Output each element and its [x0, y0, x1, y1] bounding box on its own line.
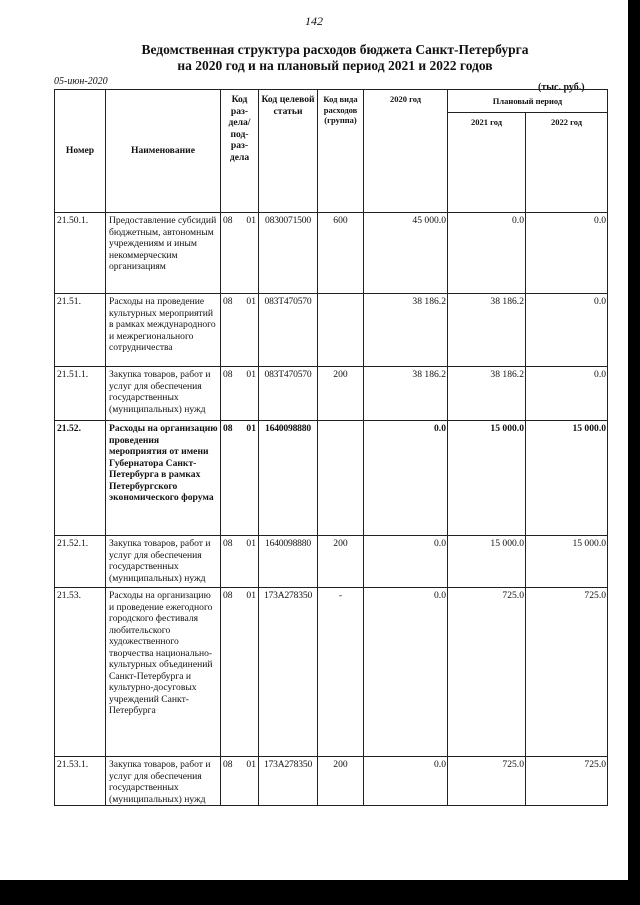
section-code: 08: [223, 590, 233, 601]
header-planned-period: Плановый период: [448, 90, 608, 113]
header-2020: 2020 год: [364, 90, 448, 213]
row-name: Закупка товаров, работ и услуг для обеспечения государственных (муниципальных) нужд: [106, 536, 221, 588]
table-row: [55, 294, 608, 367]
row-target-code: 0830071500: [259, 213, 318, 294]
budget-table: [54, 89, 608, 806]
section-code: 08: [223, 296, 233, 307]
row-target-code: 1640098880: [259, 421, 318, 536]
units-label: (тыс. руб.): [538, 82, 585, 93]
row-amount-2022: 15 000.0: [526, 421, 608, 536]
table-body: [55, 213, 608, 806]
row-number: 21.53.: [55, 588, 106, 757]
section-code: 08: [223, 423, 233, 434]
page-number: 142: [305, 14, 323, 28]
row-section-code: [221, 367, 259, 421]
header-2021: 2021 год: [448, 113, 526, 213]
row-number: 21.52.: [55, 421, 106, 536]
subsection-code: 01: [246, 423, 256, 434]
title-line-1: Ведомственная структура расходов бюджета Санкт-Петербурга: [141, 42, 529, 57]
row-amount-2022: 15 000.0: [526, 536, 608, 588]
subsection-code: 01: [246, 215, 256, 226]
table-row: [55, 213, 608, 294]
table-row: [55, 367, 608, 421]
header-name: Наименование: [106, 90, 221, 213]
row-amount-2020: 0.0: [364, 757, 448, 806]
row-number: 21.52.1.: [55, 536, 106, 588]
table-row: [55, 757, 608, 806]
row-amount-2021: 38 186.2: [448, 294, 526, 367]
table-row: [55, 536, 608, 588]
row-number: 21.50.1.: [55, 213, 106, 294]
row-section-code: [221, 757, 259, 806]
row-section-code: [221, 421, 259, 536]
row-expense-kind: 600: [318, 213, 364, 294]
row-expense-kind: 200: [318, 757, 364, 806]
subsection-code: 01: [246, 759, 256, 770]
row-amount-2022: 0.0: [526, 367, 608, 421]
row-section-code: [221, 294, 259, 367]
row-amount-2021: 38 186.2: [448, 367, 526, 421]
row-amount-2021: 725.0: [448, 588, 526, 757]
row-number: 21.51.: [55, 294, 106, 367]
row-amount-2021: 15 000.0: [448, 536, 526, 588]
row-amount-2020: 0.0: [364, 536, 448, 588]
header-target-code: Код целевой статьи: [259, 90, 318, 213]
subsection-code: 01: [246, 590, 256, 601]
row-section-code: [221, 588, 259, 757]
section-code: 08: [223, 215, 233, 226]
document-title: [0, 42, 628, 74]
row-name: Предоставление субсидий бюджетным, автономным учреждениям и иным некоммерческим организациям: [106, 213, 221, 294]
header-section-code: Код раз- дела/ под- раз- дела: [221, 90, 259, 213]
table-header: [55, 90, 608, 213]
row-name: Закупка товаров, работ и услуг для обеспечения государственных (муниципальных) нужд: [106, 367, 221, 421]
row-name: Закупка товаров, работ и услуг для обеспечения государственных (муниципальных) нужд: [106, 757, 221, 806]
section-code: 08: [223, 369, 233, 380]
row-amount-2022: 725.0: [526, 757, 608, 806]
header-2022: 2022 год: [526, 113, 608, 213]
row-amount-2020: 0.0: [364, 421, 448, 536]
row-amount-2020: 38 186.2: [364, 367, 448, 421]
row-amount-2020: 38 186.2: [364, 294, 448, 367]
row-section-code: [221, 536, 259, 588]
row-target-code: 173А278350: [259, 588, 318, 757]
title-line-2: на 2020 год и на плановый период 2021 и 2022 годов: [177, 58, 493, 73]
row-expense-kind: [318, 421, 364, 536]
row-name: Расходы на проведение культурных мероприятий в рамках международного и межрегионального сотрудничества: [106, 294, 221, 367]
row-number: 21.51.1.: [55, 367, 106, 421]
table-row: [55, 588, 608, 757]
row-name: Расходы на организацию и проведение ежегодного городского фестиваля любительского художественного творчества национально-культурных объединений Санкт-Петербурга и культурно-досуговых учреждений Санкт-Петербурга: [106, 588, 221, 757]
section-code: 08: [223, 759, 233, 770]
subsection-code: 01: [246, 538, 256, 549]
document-date: 05-июн-2020: [54, 76, 108, 87]
row-number: 21.53.1.: [55, 757, 106, 806]
row-target-code: 083Т470570: [259, 367, 318, 421]
row-target-code: 1640098880: [259, 536, 318, 588]
row-amount-2021: 15 000.0: [448, 421, 526, 536]
row-amount-2021: 0.0: [448, 213, 526, 294]
subsection-code: 01: [246, 369, 256, 380]
row-expense-kind: 200: [318, 367, 364, 421]
row-expense-kind: [318, 294, 364, 367]
row-target-code: 173А278350: [259, 757, 318, 806]
section-code: 08: [223, 538, 233, 549]
row-target-code: 083Т470570: [259, 294, 318, 367]
row-amount-2020: 0.0: [364, 588, 448, 757]
row-amount-2022: 0.0: [526, 213, 608, 294]
row-expense-kind: 200: [318, 536, 364, 588]
row-expense-kind: -: [318, 588, 364, 757]
table-row: [55, 421, 608, 536]
row-amount-2022: 0.0: [526, 294, 608, 367]
subsection-code: 01: [246, 296, 256, 307]
header-number: Номер: [55, 90, 106, 213]
row-amount-2020: 45 000.0: [364, 213, 448, 294]
header-expense-kind: Код вида расходов (группа): [318, 90, 364, 213]
row-section-code: [221, 213, 259, 294]
row-amount-2021: 725.0: [448, 757, 526, 806]
row-amount-2022: 725.0: [526, 588, 608, 757]
row-name: Расходы на организацию проведения мероприятия от имени Губернатора Санкт-Петербурга в рамках Петербургского экономического форума: [106, 421, 221, 536]
